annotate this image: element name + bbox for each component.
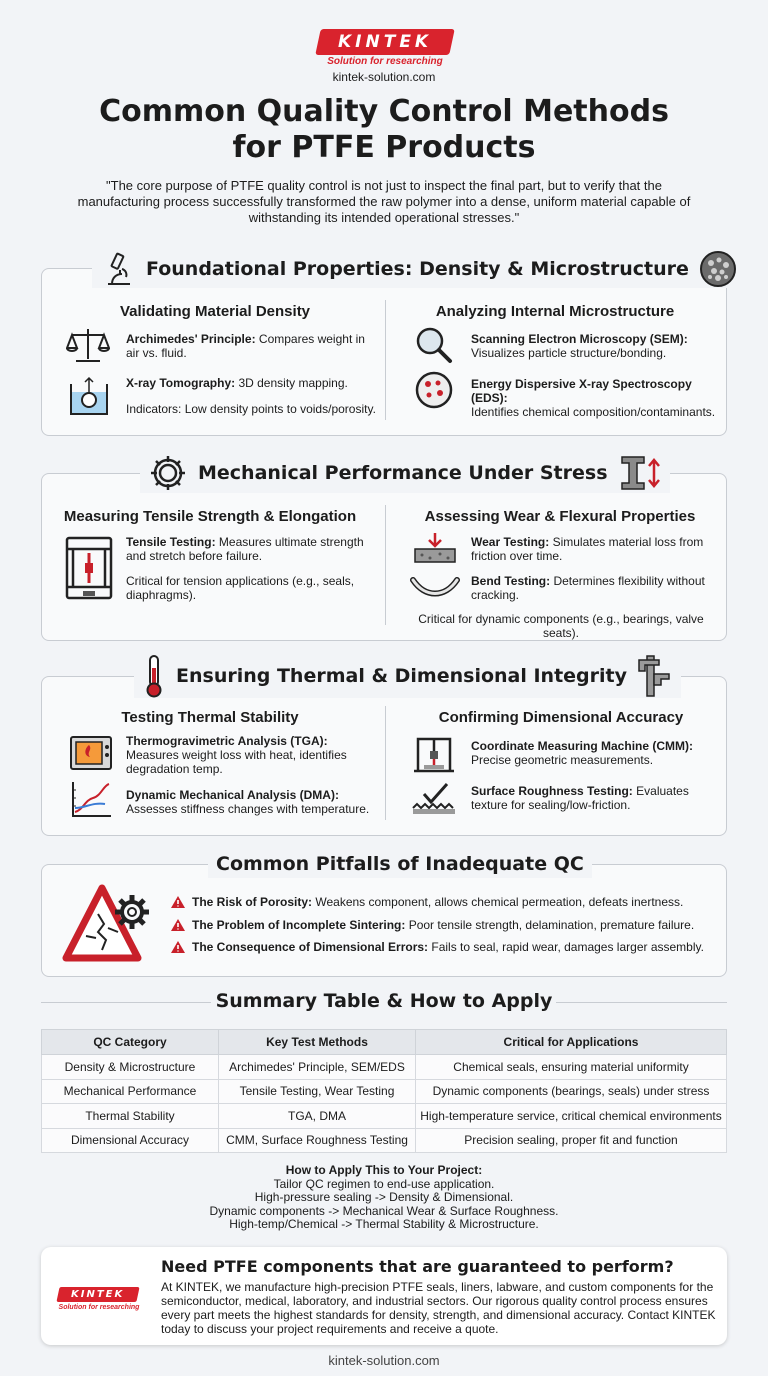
warning-icon (170, 895, 186, 909)
foundational-title-text: Foundational Properties: Density & Microstructure (146, 258, 689, 280)
roughness-term: Surface Roughness Testing: (471, 784, 633, 798)
density-heading: Validating Material Density (119, 303, 311, 320)
wear-surface-icon (412, 531, 458, 565)
table-cell: Precision sealing, proper fit and function (416, 1128, 727, 1153)
how-to-apply-line: Dynamic components -> Mechanical Wear & Surface Roughness. (209, 1203, 559, 1218)
column-header: Critical for Applications (416, 1030, 727, 1055)
wear-term: Wear Testing: (471, 535, 550, 549)
cracked-warning-icon (62, 884, 162, 964)
eds-desc: Identifies chemical composition/contaminants. (471, 405, 716, 419)
sem-desc: Visualizes particle structure/bonding. (471, 346, 667, 360)
kintek-logo (315, 29, 455, 55)
foundational-divider (385, 300, 386, 420)
pitfall-sintering (170, 918, 694, 932)
microstructure-icon (699, 250, 737, 288)
cta-card (41, 1247, 727, 1345)
density-indicator: Indicators: Low density points to voids/porosity. (126, 402, 376, 416)
tensile-machine-icon (63, 535, 115, 601)
cta-logo (56, 1287, 139, 1302)
summary-table (41, 1029, 727, 1153)
thermal-divider (385, 706, 386, 820)
warning-icon (170, 918, 186, 932)
table-cell: Mechanical Performance (42, 1079, 219, 1104)
cta-logo-text: KINTEK (71, 1289, 125, 1300)
petri-dish-icon (414, 370, 454, 410)
tga-term: Thermogravimetric Analysis (TGA): (126, 734, 328, 748)
table-cell: TGA, DMA (219, 1104, 416, 1129)
furnace-icon (69, 735, 113, 773)
sem-term: Scanning Electron Microscopy (SEM): (471, 332, 688, 346)
dma-term: Dynamic Mechanical Analysis (DMA): (126, 788, 339, 802)
how-to-apply-title: How to Apply This to Your Project: (285, 1163, 483, 1177)
bend-test-icon (410, 572, 460, 602)
microscope-icon (100, 251, 136, 287)
magnifier-icon (414, 325, 454, 365)
caliper-icon (637, 654, 673, 698)
intro-quote: "The core purpose of PTFE quality control is not just to inspect the final part, but to verify that the manufacturing process successfully transformed the raw polymer into a dense, uniform material capable of withstanding its intended operational stresses." (77, 178, 691, 225)
column-header: QC Category (42, 1030, 219, 1055)
cta-heading: Need PTFE components that are guaranteed to perform? (161, 1257, 674, 1276)
dimensional-heading: Confirming Dimensional Accuracy (438, 709, 684, 726)
pitfall-term: The Consequence of Dimensional Errors: (192, 940, 429, 954)
mechanical-divider (385, 505, 386, 625)
bend-desc: Determines flexibility without cracking. (471, 574, 705, 602)
thermometer-icon (142, 654, 166, 698)
mechanical-section-title (140, 453, 670, 493)
title-line-2: for PTFE Products (232, 130, 536, 165)
xray-desc: 3D density mapping. (235, 376, 348, 390)
thermal-title-text: Ensuring Thermal & Dimensional Integrity (176, 665, 627, 687)
xray-term: X-ray Tomography: (126, 376, 236, 390)
cta-body: At KINTEK, we manufacture high-precision PTFE seals, liners, labware, and custom components for the semiconductor, medical, laboratory, and industrial sectors. Our rigorous quality control process ensures every part meets the highest standards for density, strength, and dimensional accuracy. Contact KINTEK today to discuss your project requirements and receive a quote. (161, 1280, 716, 1336)
table-cell: Density & Microstructure (42, 1055, 219, 1080)
water-tank-icon (66, 376, 112, 418)
table-cell: Dimensional Accuracy (42, 1128, 219, 1153)
tensile-term: Tensile Testing: (126, 535, 216, 549)
i-beam-stress-icon (618, 453, 662, 493)
tensile-desc: Measures ultimate strength and stretch before failure. (126, 535, 364, 563)
roughness-item (471, 784, 721, 812)
how-to-apply-line: High-temp/Chemical -> Thermal Stability & Microstructure. (229, 1217, 539, 1231)
table-row (42, 1055, 727, 1080)
wear-desc: Simulates material loss from friction over time. (471, 535, 704, 563)
how-to-apply-line: Tailor QC regimen to end-use application. (273, 1176, 495, 1191)
pitfall-dimensional (170, 940, 704, 954)
gear-icon (148, 453, 188, 493)
eds-term: Energy Dispersive X-ray Spectroscopy (EDS): (471, 377, 692, 405)
warning-icon (170, 940, 186, 954)
microstructure-heading: Analyzing Internal Microstructure (435, 303, 675, 320)
tensile-item (126, 535, 376, 563)
bend-term: Bend Testing: (471, 574, 551, 588)
title-line-1: Common Quality Control Methods (99, 94, 669, 129)
roughness-desc: Evaluates texture for sealing/low-friction. (471, 784, 689, 812)
cmm-machine-icon (412, 733, 456, 775)
thermal-stability-heading: Testing Thermal Stability (121, 709, 299, 726)
page-title (40, 94, 728, 166)
cmm-item (471, 739, 727, 767)
how-to-apply (140, 1164, 628, 1232)
pitfall-desc: Weakens component, allows chemical permeation, defeats inertness. (312, 895, 684, 909)
dynamic-note: Critical for dynamic components (e.g., bearings, valve seats). (418, 612, 704, 640)
footer-site-url[interactable]: kintek-solution.com (328, 1353, 440, 1368)
column-header: Key Test Methods (219, 1030, 416, 1055)
pitfall-desc: Poor tensile strength, delamination, premature failure. (405, 918, 695, 932)
summary-rule-right (556, 1002, 727, 1003)
tga-desc: Measures weight loss with heat, identifies degradation temp. (126, 748, 347, 776)
summary-rule-left (41, 1002, 211, 1003)
table-header-row (42, 1030, 727, 1055)
cmm-term: Coordinate Measuring Machine (CMM): (471, 739, 694, 753)
pitfalls-section-title (208, 850, 592, 878)
dma-desc: Assesses stiffness changes with temperature. (126, 802, 370, 816)
table-cell: CMM, Surface Roughness Testing (219, 1128, 416, 1153)
table-cell: Dynamic components (bearings, seals) under stress (416, 1079, 727, 1104)
sem-item (471, 332, 721, 360)
cta-logo-tagline: Solution for researching (58, 1304, 140, 1311)
table-cell: Archimedes' Principle, SEM/EDS (219, 1055, 416, 1080)
tensile-heading: Measuring Tensile Strength & Elongation (63, 508, 357, 525)
archimedes-term: Archimedes' Principle: (126, 332, 256, 346)
logo-text: KINTEK (337, 32, 433, 52)
table-row (42, 1128, 727, 1153)
foundational-section-title (92, 250, 745, 288)
table-cell: Chemical seals, ensuring material uniformity (416, 1055, 727, 1080)
table-cell: Tensile Testing, Wear Testing (219, 1079, 416, 1104)
pitfall-term: The Risk of Porosity: (192, 895, 313, 909)
wear-heading: Assessing Wear & Flexural Properties (424, 508, 696, 525)
dma-item (126, 788, 376, 816)
cmm-desc: Precise geometric measurements. (471, 753, 654, 767)
pitfall-term: The Problem of Incomplete Sintering: (192, 918, 406, 932)
how-to-apply-line: High-pressure sealing -> Density & Dimensional. (254, 1190, 514, 1204)
pitfall-desc: Fails to seal, rapid wear, damages larger assembly. (428, 940, 704, 954)
xray-item (126, 376, 376, 390)
table-row (42, 1079, 727, 1104)
mechanical-title-text: Mechanical Performance Under Stress (198, 462, 608, 484)
balance-scale-icon (66, 325, 110, 365)
logo-tagline: Solution for researching (327, 56, 443, 67)
wear-item (471, 535, 721, 563)
table-row (42, 1104, 727, 1129)
pitfalls-title-text: Common Pitfalls of Inadequate QC (216, 853, 584, 875)
site-url[interactable]: kintek-solution.com (332, 70, 436, 84)
archimedes-item (126, 332, 376, 360)
pitfall-porosity (170, 895, 683, 909)
tensile-note: Critical for tension applications (e.g., seals, diaphragms). (126, 574, 355, 602)
surface-check-icon (410, 780, 458, 816)
table-cell: High-temperature service, critical chemical environments (416, 1104, 727, 1129)
table-cell: Thermal Stability (42, 1104, 219, 1129)
archimedes-desc: Compares weight in air vs. fluid. (126, 332, 365, 360)
eds-item (471, 377, 727, 419)
summary-title: Summary Table & How to Apply (215, 990, 553, 1012)
bend-item (471, 574, 721, 602)
tga-item (126, 734, 376, 776)
thermal-section-title (134, 654, 681, 698)
line-graph-icon (69, 780, 113, 820)
